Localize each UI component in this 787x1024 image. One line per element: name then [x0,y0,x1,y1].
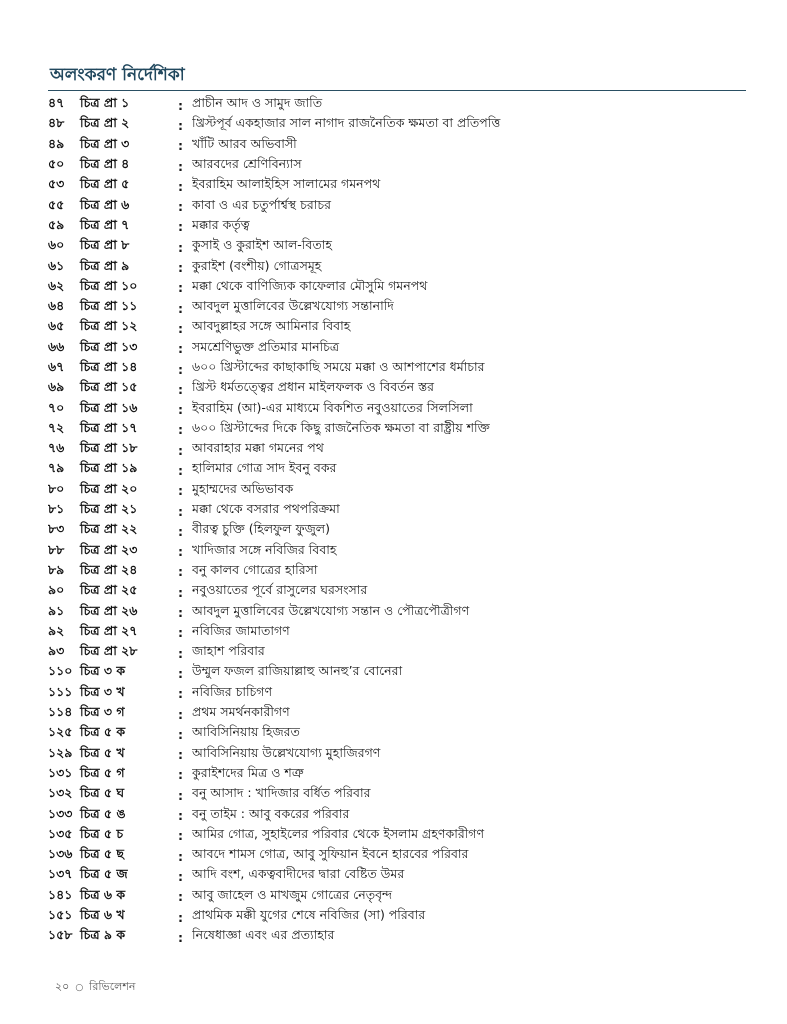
entry-separator: : [178,199,183,215]
entry-description: প্রথম সমর্থনকারীগণ [192,704,290,720]
entry-separator: : [178,544,183,560]
entry-page-number: ৪৮ [48,115,65,131]
entry-page-number: ৬৪ [48,298,65,314]
entry-description: নবিজির চাচিগণ [192,683,273,699]
entry-separator: : [178,483,183,499]
entry-description: আবু জাহেল ও মাখজুম গোত্রের নেতৃবৃন্দ [192,886,393,902]
entry-page-number: ১৩৭ [48,866,73,882]
entry-separator: : [178,320,183,336]
entry-page-number: ৭২ [48,419,65,435]
index-entry [48,582,748,602]
entry-description: প্রাথমিক মক্কী যুগের শেষে নবিজির (সা) পরিবার [192,907,426,923]
entry-description: কুরাইশদের মিত্র ও শত্রু [192,764,304,780]
entry-page-number: ৯১ [48,602,65,618]
entry-figure-label: চিত্র প্রা ১৯ [80,460,138,476]
page-heading: অলংকরণ নির্দেশিকা [50,65,185,85]
entry-separator: : [178,280,183,296]
entry-figure-label: চিত্র ৩ গ [80,704,125,720]
entry-page-number: ৫৯ [48,216,65,232]
index-entry [48,846,748,866]
entry-separator: : [178,929,183,945]
entry-figure-label: চিত্র প্রা ৮ [80,237,130,253]
entry-separator: : [178,645,183,661]
entry-page-number: ১৪১ [48,886,73,902]
entry-figure-label: চিত্র প্রা ১৭ [80,419,138,435]
entry-separator: : [178,889,183,905]
index-entry [48,95,748,115]
entry-page-number: ৬৭ [48,359,65,374]
heading-underline [48,90,746,91]
entry-figure-label: চিত্র প্রা ১১ [80,298,138,314]
entry-figure-label: চিত্র ৫ খ [80,744,125,760]
entry-figure-label: চিত্র প্রা ২০ [80,480,138,496]
entry-page-number: ৬৬ [48,338,65,354]
entry-figure-label: চিত্র প্রা ২৪ [80,561,138,577]
entry-separator: : [178,300,183,316]
entry-figure-label: চিত্র ৫ গ [80,764,125,780]
index-entry [48,278,748,298]
entry-page-number: ১৩৫ [48,825,73,841]
entry-figure-label: চিত্র ৩ খ [80,683,125,699]
index-entry [48,217,748,237]
entry-figure-label: চিত্র ৫ ছ [80,846,124,862]
entry-description: আবরাহার মক্কা গমনের পথ [192,440,324,456]
entry-description: প্রাচীন আদ ও সামুদ জাতি [192,95,323,111]
entry-page-number: ৫৩ [48,176,65,192]
entry-description: বনু কালব গোত্রের হারিসা [192,561,318,577]
entry-page-number: ১২৫ [48,724,73,740]
entry-figure-label: চিত্র প্রা ২৮ [80,643,138,659]
index-entry [48,927,748,947]
entry-page-number: ৬৯ [48,379,65,395]
entry-description: খ্রিস্ট ধর্মতত্ত্বের প্রধান মাইলফলক ও বিবর্তন স্তর [192,379,434,395]
illustration-index-list [48,95,748,947]
entry-separator: : [178,341,183,357]
entry-separator: : [178,361,183,377]
entry-page-number: ৬২ [48,277,65,293]
entry-figure-label: চিত্র প্রা ১৪ [80,359,138,374]
entry-description: কাবা ও এর চতুর্পার্শ্বস্থ চরাচর [192,196,331,212]
entry-page-number: ১৫১ [48,907,73,923]
entry-separator: : [178,117,183,133]
index-entry [48,765,748,785]
index-entry [48,704,748,724]
entry-description: মক্কা থেকে বসরার পথপরিক্রমা [192,501,340,517]
entry-figure-label: চিত্র ৬ ক [80,886,126,902]
index-entry [48,501,748,521]
index-entry [48,785,748,805]
entry-separator: : [178,442,183,458]
entry-separator: : [178,828,183,844]
index-entry [48,176,748,196]
entry-separator: : [178,909,183,925]
entry-page-number: ৬৫ [48,318,65,334]
index-entry [48,826,748,846]
entry-separator: : [178,219,183,235]
index-entry [48,887,748,907]
index-entry [48,521,748,541]
entry-page-number: ১৩৬ [48,846,73,862]
entry-description: আরবদের শ্রেণিবিন্যাস [192,156,302,172]
entry-description: সমশ্রেণিভুক্ত প্রতিমার মানচিত্র [192,338,340,354]
entry-description: বনু তাইম : আবু বকরের পরিবার [192,805,350,821]
entry-separator: : [178,523,183,539]
entry-figure-label: চিত্র ৫ চ [80,825,124,841]
index-entry [48,420,748,440]
entry-separator: : [178,767,183,783]
index-entry [48,237,748,257]
entry-description: ইবরাহিম (আ)-এর মাধ্যমে বিকশিত নবুওয়াতের সিলসিলা [192,399,473,415]
entry-description: আবদুল্লাহর সঙ্গে আমিনার বিবাহ [192,318,351,334]
entry-separator: : [178,665,183,681]
entry-separator: : [178,138,183,154]
entry-figure-label: চিত্র প্রা ২৬ [80,602,138,618]
index-entry [48,562,748,582]
entry-page-number: ৭০ [48,399,65,415]
entry-description: বীরত্ব চুক্তি (হিলফুল ফুজুল) [192,521,330,537]
entry-description: কুসাই ও কুরাইশ আল-বিতাহ [192,237,332,253]
entry-figure-label: চিত্র প্রা ১২ [80,318,138,334]
entry-figure-label: চিত্র প্রা ৩ [80,135,130,151]
entry-figure-label: চিত্র প্রা ২৫ [80,582,138,598]
index-entry [48,359,748,379]
entry-page-number: ১১৪ [48,704,73,720]
index-entry [48,724,748,744]
entry-figure-label: চিত্র প্রা ১৮ [80,440,138,456]
index-entry [48,339,748,359]
entry-description: ইবরাহিম আলাইহিস সালামের গমনপথ [192,176,381,192]
entry-figure-label: চিত্র ৯ ক [80,927,126,943]
entry-page-number: ১৩২ [48,785,73,801]
entry-separator: : [178,605,183,621]
entry-description: আমির গোত্র, সুহাইলের পরিবার থেকে ইসলাম গ্রহণকারীগণ [192,825,485,841]
entry-separator: : [178,706,183,722]
entry-separator: : [178,848,183,864]
entry-separator: : [178,726,183,742]
entry-page-number: ৭৯ [48,460,65,476]
index-entry [48,399,748,419]
index-entry [48,805,748,825]
entry-description: বনু আসাদ : খাদিজার বর্ধিত পরিবার [192,785,371,801]
entry-figure-label: চিত্র প্রা ৯ [80,257,130,273]
entry-page-number: ৫০ [48,156,65,172]
entry-description: ৬০০ খ্রিস্টাব্দের কাছাকাছি সময়ে মক্কা ও আশপাশের ধর্মাচার [192,359,485,374]
entry-page-number: ১৩১ [48,764,73,780]
entry-description: নবিজির জামাতাগণ [192,622,290,638]
entry-description: জাহাশ পরিবার [192,643,265,659]
entry-page-number: ১১১ [48,683,73,699]
entry-figure-label: চিত্র প্রা ১ [80,95,130,111]
entry-description: মুহাম্মদের অভিভাবক [192,480,294,496]
entry-page-number: ৮০ [48,480,65,496]
entry-page-number: ৫৫ [48,196,65,212]
entry-separator: : [178,564,183,580]
index-entry [48,136,748,156]
entry-figure-label: চিত্র ৫ ঙ [80,805,126,821]
entry-figure-label: চিত্র ৬ খ [80,907,125,923]
index-entry [48,196,748,216]
entry-separator: : [178,260,183,276]
entry-page-number: ১১০ [48,663,73,679]
entry-page-number: ৯২ [48,622,65,638]
entry-page-number: ৬১ [48,257,65,273]
entry-description: আবদুল মুত্তালিবের উল্লেখযোগ্য সন্তান ও পৌত্রপৌত্রীগণ [192,602,470,618]
entry-description: আবিসিনিয়ায় হিজরত [192,724,300,740]
index-entry [48,481,748,501]
entry-separator: : [178,462,183,478]
index-entry [48,623,748,643]
entry-page-number: ৮৩ [48,521,65,537]
entry-separator: : [178,422,183,438]
entry-description: মক্কা থেকে বাণিজ্যিক কাফেলার মৌসুমি গমনপথ [192,277,428,293]
index-entry [48,156,748,176]
index-entry [48,684,748,704]
entry-separator: : [178,808,183,824]
entry-figure-label: চিত্র প্রা ১৩ [80,338,138,354]
entry-separator: : [178,402,183,418]
entry-figure-label: চিত্র ৫ ক [80,724,126,740]
entry-page-number: ১২৯ [48,744,73,760]
entry-description: মক্কার কর্তৃত্ব [192,216,250,232]
entry-page-number: ১৫৮ [48,927,73,943]
entry-figure-label: চিত্র প্রা ৫ [80,176,130,192]
entry-figure-label: চিত্র ৫ ঘ [80,785,125,801]
entry-page-number: ৮৮ [48,541,65,557]
index-entry [48,663,748,683]
entry-description: আবদুল মুত্তালিবের উল্লেখযোগ্য সন্তানাদি [192,298,394,314]
entry-figure-label: চিত্র প্রা ২ [80,115,130,131]
entry-separator: : [178,503,183,519]
entry-figure-label: চিত্র প্রা ১৬ [80,399,138,415]
entry-separator: : [178,747,183,763]
index-entry [48,907,748,927]
index-entry [48,866,748,886]
entry-figure-label: চিত্র প্রা ৬ [80,196,130,212]
entry-page-number: ৯৩ [48,643,65,659]
entry-figure-label: চিত্র প্রা ১৫ [80,379,138,395]
footer-page-number: ২০ [55,980,70,993]
entry-description: উম্মুল ফজল রাজিয়াল্লাহু আনহু’র বোনেরা [192,663,403,679]
entry-page-number: ৭৬ [48,440,65,456]
entry-description: খাঁটি আরব অভিবাসী [192,135,297,151]
index-entry [48,602,748,622]
entry-figure-label: চিত্র প্রা ৭ [80,216,130,232]
index-entry [48,440,748,460]
index-entry [48,379,748,399]
footer-bullet-icon: ○ [75,982,84,993]
entry-description: আবিসিনিয়ায় উল্লেখযোগ্য মুহাজিরগণ [192,744,381,760]
entry-figure-label: চিত্র ৫ জ [80,866,128,882]
index-entry [48,298,748,318]
entry-separator: : [178,178,183,194]
entry-description: নিষেধাজ্ঞা এবং এর প্রত্যাহার [192,927,335,943]
entry-figure-label: চিত্র প্রা ১০ [80,277,138,293]
index-entry [48,115,748,135]
entry-separator: : [178,158,183,174]
entry-page-number: ৮১ [48,501,65,517]
entry-page-number: ৬০ [48,237,65,253]
entry-description: খ্রিস্টপূর্ব একহাজার সাল নাগাদ রাজনৈতিক ক্ষমতা বা প্রতিপত্তি [192,115,501,131]
entry-page-number: ৯০ [48,582,65,598]
entry-description: খাদিজার সঙ্গে নবিজির বিবাহ [192,541,337,557]
index-entry [48,257,748,277]
entry-description: হালিমার গোত্র সাদ ইবনু বকর [192,460,337,476]
entry-figure-label: চিত্র প্রা ২১ [80,501,138,517]
entry-description: আদি বংশ, একত্ববাদীদের দ্বারা বেষ্টিত উমর [192,866,405,882]
entry-page-number: ১৩৩ [48,805,73,821]
entry-separator: : [178,787,183,803]
index-entry [48,318,748,338]
entry-figure-label: চিত্র ৩ ক [80,663,126,679]
entry-page-number: ৪৯ [48,135,65,151]
entry-separator: : [178,584,183,600]
index-entry [48,542,748,562]
entry-figure-label: চিত্র প্রা ৪ [80,156,130,172]
entry-page-number: ৪৭ [48,95,65,111]
entry-separator: : [178,868,183,884]
entry-figure-label: চিত্র প্রা ২২ [80,521,138,537]
entry-page-number: ৮৯ [48,561,65,577]
entry-separator: : [178,381,183,397]
index-entry [48,460,748,480]
entry-separator: : [178,625,183,641]
entry-separator: : [178,239,183,255]
page-footer [55,978,135,997]
index-entry [48,643,748,663]
entry-description: ৬০০ খ্রিস্টাব্দের দিকে কিছু রাজনৈতিক ক্ষমতা বা রাষ্ট্রীয় শক্তি [192,419,490,435]
entry-description: নবুওয়াতের পূর্বে রাসুলের ঘরসংসার [192,582,368,598]
index-entry [48,745,748,765]
entry-separator: : [178,686,183,702]
footer-running-title: রিভিলেশন [89,980,136,993]
entry-description: কুরাইশ (বংশীয়) গোত্রসমূহ [192,257,322,273]
entry-figure-label: চিত্র প্রা ২৭ [80,622,138,638]
entry-separator: : [178,97,183,113]
entry-figure-label: চিত্র প্রা ২৩ [80,541,138,557]
entry-description: আবদে শামস গোত্র, আবু সুফিয়ান ইবনে হারবের পরিবার [192,846,469,862]
